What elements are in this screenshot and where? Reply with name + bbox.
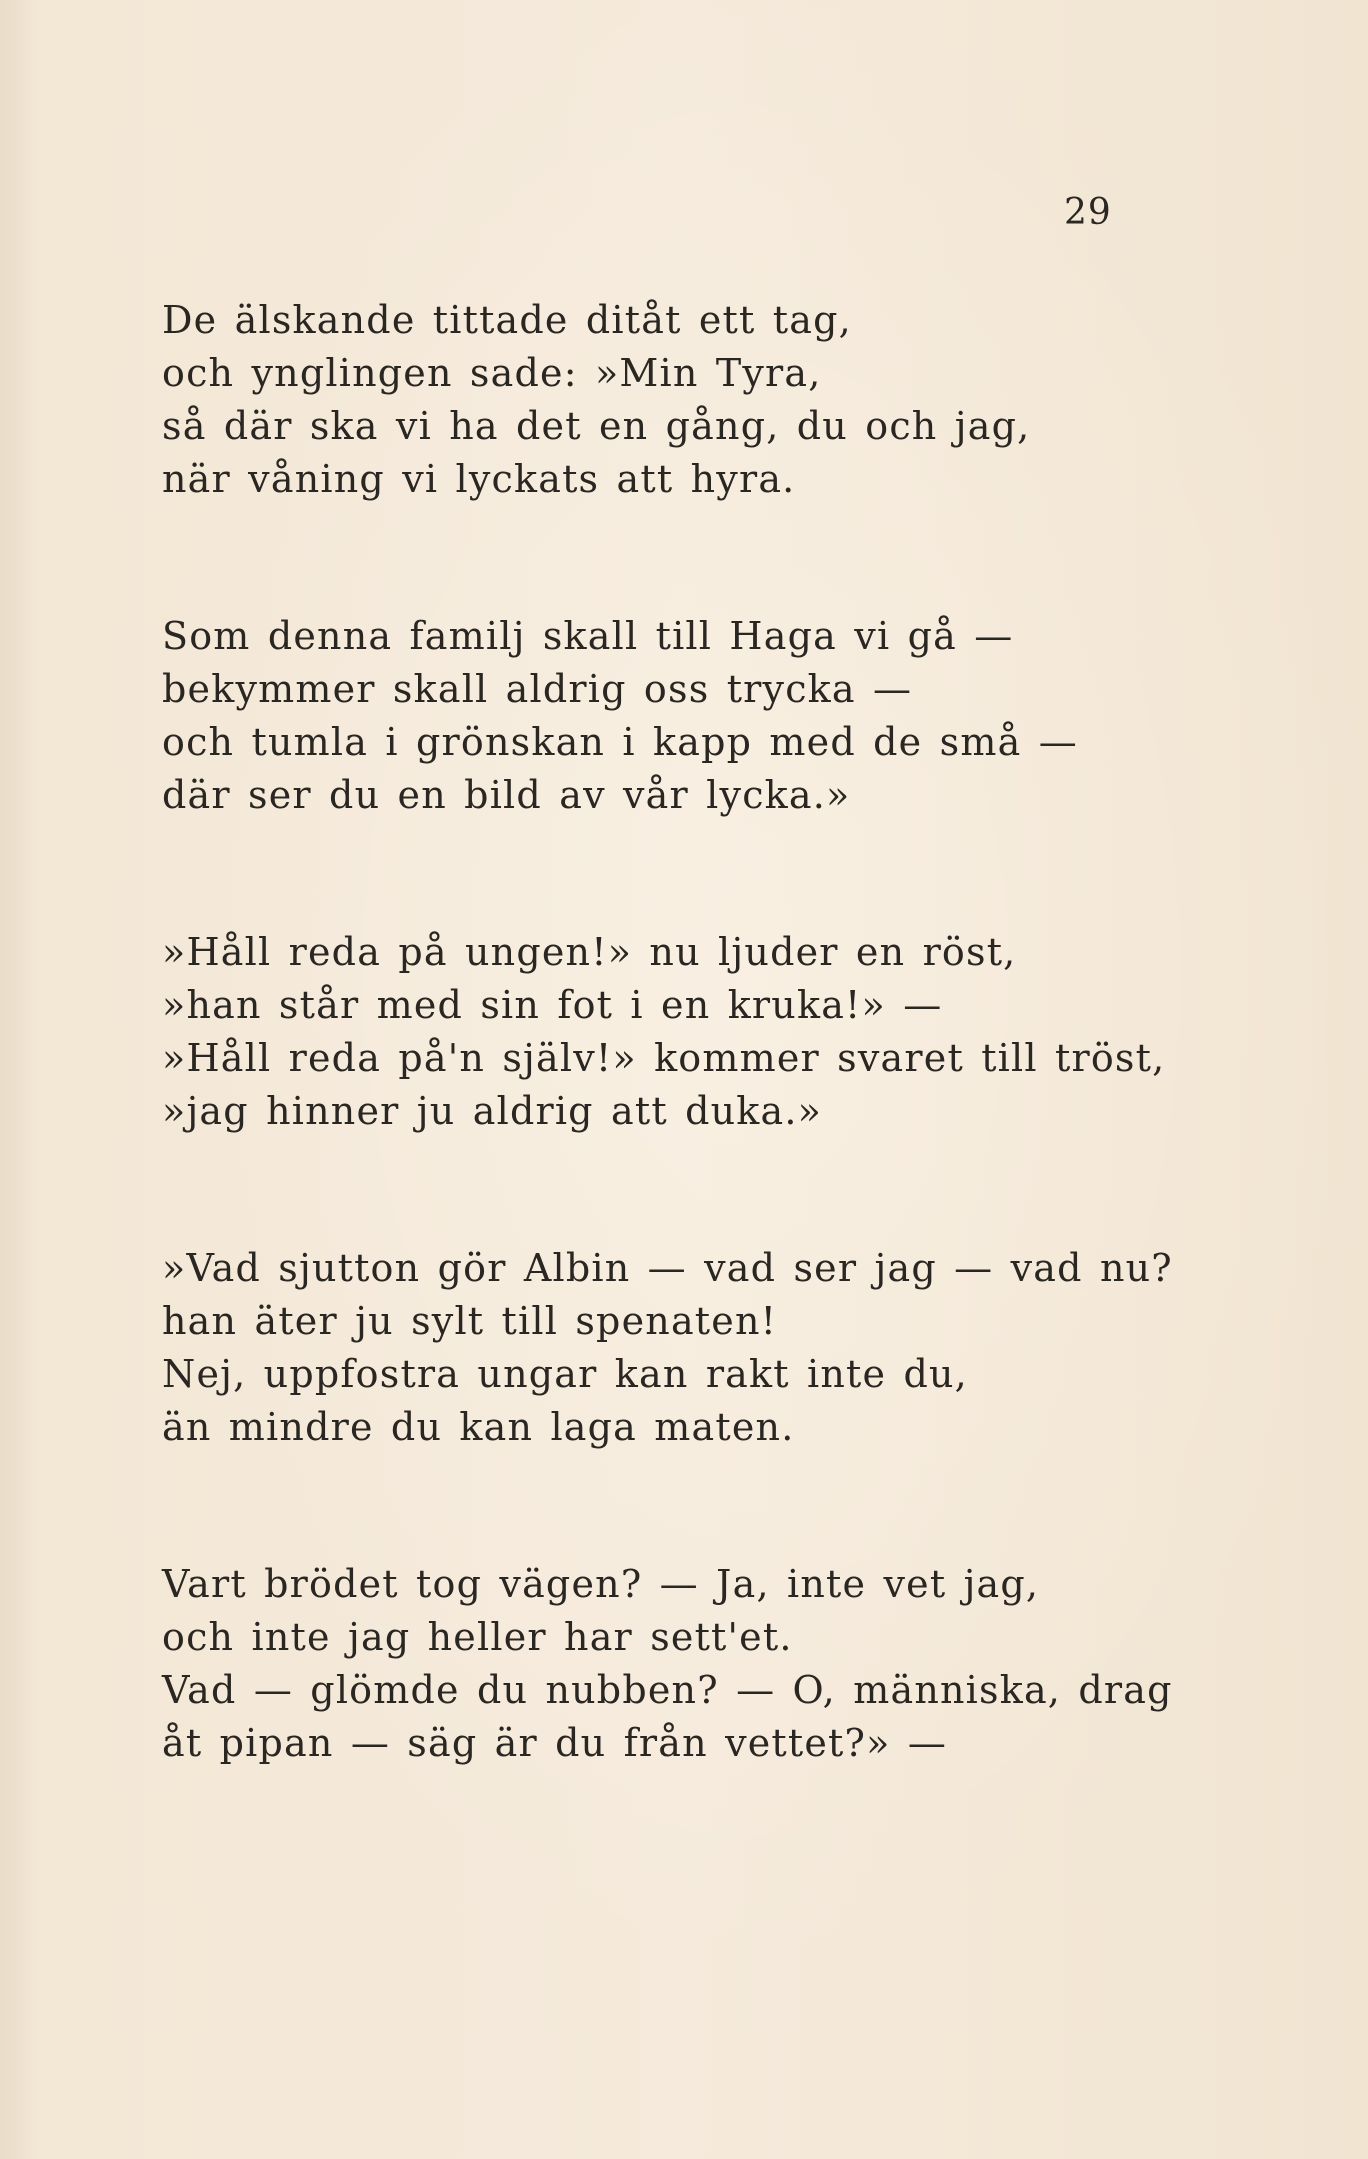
poem-line: där ser du en bild av vår lycka.» [162, 773, 851, 817]
stanza-5 [162, 1558, 1222, 1770]
poem-line: åt pipan — säg är du från vettet?» — [162, 1721, 948, 1765]
poem-line: »Håll reda på ungen!» nu ljuder en röst, [162, 930, 1017, 974]
poem-line: så där ska vi ha det en gång, du och jag, [162, 404, 1031, 448]
poem-line: »han står med sin fot i en kruka!» — [162, 983, 943, 1027]
stanza-2 [162, 610, 1222, 822]
poem-line: Som denna familj skall till Haga vi gå — [162, 614, 1014, 658]
poem-line: och inte jag heller har sett'et. [162, 1615, 793, 1659]
poem [162, 294, 1222, 1874]
poem-line: när våning vi lyckats att hyra. [162, 457, 796, 501]
stanza-1 [162, 294, 1222, 506]
poem-line: Nej, uppfostra ungar kan rakt inte du, [162, 1352, 968, 1396]
poem-line: han äter ju sylt till spenaten! [162, 1299, 778, 1343]
poem-line: och ynglingen sade: »Min Tyra, [162, 351, 822, 395]
page-number: 29 [1064, 192, 1112, 233]
poem-line: och tumla i grönskan i kapp med de små — [162, 720, 1078, 764]
stanza-4 [162, 1242, 1222, 1454]
poem-line: Vad — glömde du nubben? — O, människa, drag [162, 1668, 1173, 1712]
poem-line: »jag hinner ju aldrig att duka.» [162, 1089, 823, 1133]
stanza-3 [162, 926, 1222, 1138]
poem-line: Vart brödet tog vägen? — Ja, inte vet jag, [162, 1562, 1040, 1606]
poem-line: bekymmer skall aldrig oss trycka — [162, 667, 913, 711]
poem-line: De älskande tittade ditåt ett tag, [162, 298, 852, 342]
poem-line: »Håll reda på'n själv!» kommer svaret till tröst, [162, 1036, 1166, 1080]
poem-line: »Vad sjutton gör Albin — vad ser jag — vad nu? [162, 1246, 1173, 1290]
poem-line: än mindre du kan laga maten. [162, 1405, 795, 1449]
